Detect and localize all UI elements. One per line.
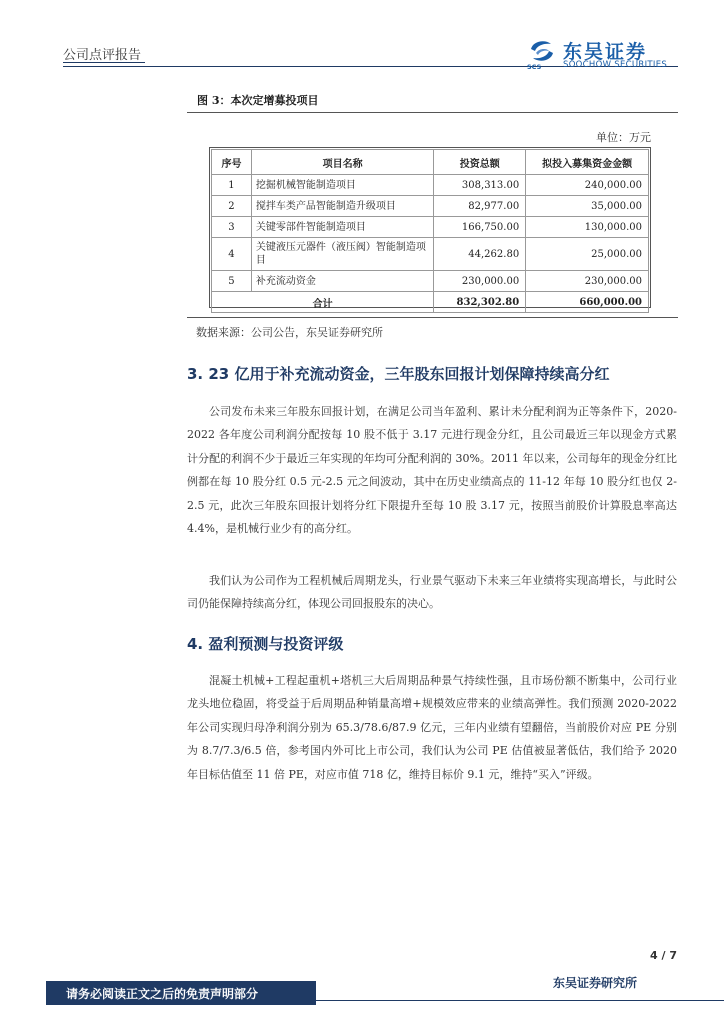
total-total: 832,302.80 <box>434 292 526 313</box>
row-name: 搅拌车类产品智能制造升级项目 <box>251 196 433 217</box>
table-header-row <box>212 150 649 175</box>
brand-name-cn: 东吴证券 <box>563 41 648 63</box>
col-header-total: 投资总额 <box>434 150 526 175</box>
fundraising-table <box>211 149 649 313</box>
footer-rule <box>316 1000 724 1001</box>
section-3-heading: 3. 23 亿用于补充流动资金，三年股东回报计划保障持续高分红 <box>187 365 610 383</box>
section-3-paragraph-2: 我们认为公司作为工程机械后周期龙头，行业景气驱动下未来三年业绩将实现高增长，与此时公司仍能保障持续高分红，体现公司回报股东的决心。 <box>187 574 677 611</box>
row-name: 挖掘机械智能制造项目 <box>251 175 433 196</box>
brand-name-en: SOOCHOW SECURITIES <box>563 60 668 70</box>
total-label: 合计 <box>212 292 434 313</box>
row-total: 166,750.00 <box>434 217 526 238</box>
figure-title-rule <box>187 112 678 113</box>
section-4-paragraph-1: 混凝土机械+工程起重机+塔机三大后周期品种景气持续性强，且市场份额不断集中，公司行业龙头地位稳固，将受益于后周期品种销量高增+规模效应带来的业绩高弹性。我们预测 2020-2022 年公司实现归母净利润分别为 65.3/78.6/87.9 亿元，三年内业绩有望翻倍，当前股价对应 PE 分别为 8.7/7.3/6.5 倍，参考国内外可比上市公司，我们认为公司 PE 估值被显著低估，我们给予 2020 年目标估值至 11 倍 PE，对应市值 718 亿，维持目标价 9.1 元，维持“买入”评级。 <box>187 674 677 781</box>
table-row <box>212 238 649 271</box>
row-raise: 130,000.00 <box>526 217 649 238</box>
row-raise: 240,000.00 <box>526 175 649 196</box>
row-no: 5 <box>212 271 252 292</box>
row-raise: 230,000.00 <box>526 271 649 292</box>
row-total: 82,977.00 <box>434 196 526 217</box>
brand-logo <box>527 37 687 73</box>
row-no: 3 <box>212 217 252 238</box>
row-no: 4 <box>212 238 252 271</box>
table-row <box>212 196 649 217</box>
report-type-label: 公司点评报告 <box>63 48 142 63</box>
section-3-paragraph-1: 公司发布未来三年股东回报计划，在满足公司当年盈利、累计未分配利润为正等条件下，2020-2022 各年度公司利润分配按每 10 股不低于 3.17 元进行现金分红，且公司最近三年以现金方式累计分配的利润不少于最近三年实现的年均可分配利润的 30%。2011 年以来，公司每年的现金分红比例都在每 10 股分红 0.5 元-2.5 元之间波动，其中在历史业绩高点的 11-12 年每 10 股分红也仅 2-2.5 元，此次三年股东回报计划将分红下限提升至每 10 股 3.17 元，按照当前股价计算股息率高达 4.4%，是机械行业少有的高分红。 <box>187 405 677 536</box>
row-name: 补充流动资金 <box>251 271 433 292</box>
table-total-row <box>212 292 649 313</box>
table-row <box>212 271 649 292</box>
col-header-raise: 拟投入募集资金金额 <box>526 150 649 175</box>
footer-brand: 东吴证券研究所 <box>553 976 638 990</box>
table-row <box>212 175 649 196</box>
disclaimer-notice: 请务必阅读正文之后的免责声明部分 <box>66 987 259 1001</box>
page-number: 4 / 7 <box>650 949 677 962</box>
brand-logo-mark-text: SCS <box>527 63 542 71</box>
row-no: 2 <box>212 196 252 217</box>
figure-title: 图 3：本次定增募投项目 <box>197 94 319 107</box>
report-type-underline <box>63 62 145 63</box>
figure-unit: 单位：万元 <box>596 131 651 144</box>
source-rule <box>187 317 678 318</box>
row-no: 1 <box>212 175 252 196</box>
col-header-no: 序号 <box>212 150 252 175</box>
row-total: 44,262.80 <box>434 238 526 271</box>
row-name: 关键零部件智能制造项目 <box>251 217 433 238</box>
row-raise: 25,000.00 <box>526 238 649 271</box>
table-row <box>212 217 649 238</box>
figure-source: 数据来源：公司公告，东吴证券研究所 <box>196 326 383 339</box>
row-total: 308,313.00 <box>434 175 526 196</box>
col-header-name: 项目名称 <box>251 150 433 175</box>
row-raise: 35,000.00 <box>526 196 649 217</box>
section-4-heading: 4. 盈利预测与投资评级 <box>187 635 344 653</box>
row-total: 230,000.00 <box>434 271 526 292</box>
row-name: 关键液压元器件（液压阀）智能制造项目 <box>251 238 433 271</box>
total-raise: 660,000.00 <box>526 292 649 313</box>
